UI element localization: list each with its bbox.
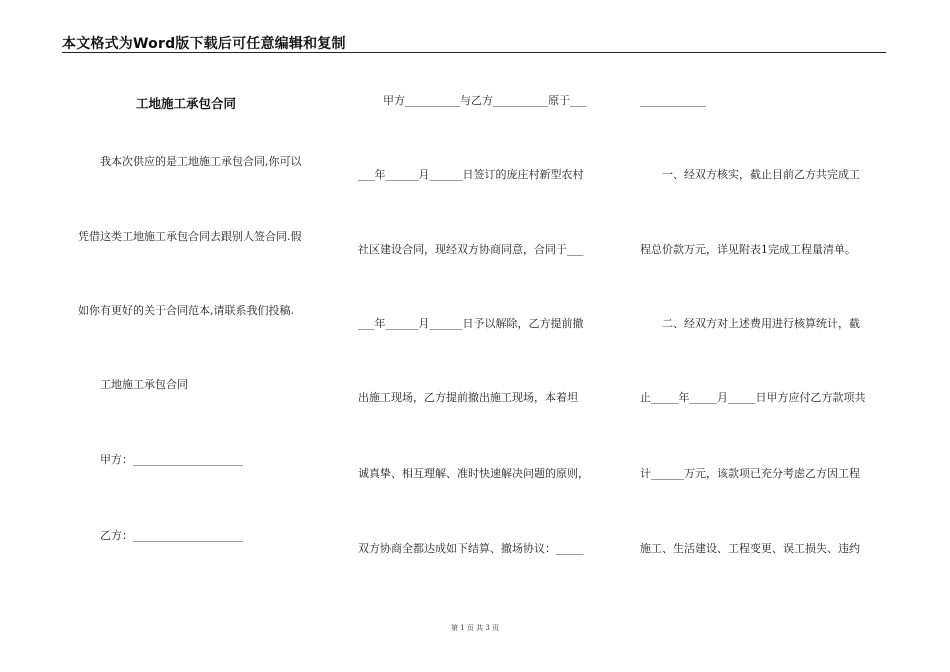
text-line: ___年______月______日予以解除，乙方提前撤	[358, 317, 584, 330]
party-a-line: 甲方：____________________	[100, 453, 243, 466]
text-line: ____________	[640, 94, 706, 107]
page-header	[62, 34, 886, 53]
header-text: 本文格式为Word版下载后可任意编辑和复制	[62, 36, 346, 52]
text-line: 出施工现场，乙方提前撤出施工现场，本着坦	[358, 391, 578, 404]
text-line: 一、经双方核实，截止目前乙方共完成工	[662, 168, 860, 181]
text-line: 我本次供应的是工地施工承包合同,你可以	[100, 155, 302, 168]
text-line: 工地施工承包合同	[100, 378, 188, 391]
document-title: 工地施工承包合同	[136, 96, 237, 111]
text-line: 计______万元，该款项已充分考虑乙方因工程	[640, 467, 860, 480]
text-line: 程总价款万元，详见附表1完成工程量清单。	[640, 243, 856, 256]
text-line: 凭借这类工地施工承包合同去跟别人签合同.假	[78, 230, 302, 243]
text-line: 甲方__________与乙方__________原于___	[383, 94, 587, 107]
page-number: 第 1 页 共 3 页	[450, 624, 500, 632]
text-line: 止_____年_____月_____日甲方应付乙方款项共	[640, 391, 866, 404]
text-line: 诚真挚、相互理解、准时快速解决问题的原则，	[358, 467, 589, 480]
text-line: ___年______月______日签订的庞庄村新型农村	[358, 168, 584, 181]
text-line: 社区建设合同，现经双方协商同意，合同于___	[358, 243, 584, 256]
text-line: 双方协商全都达成如下结算、撤场协议：_____	[358, 542, 584, 555]
text-line: 如你有更好的关于合同范本,请联系我们投稿.	[78, 304, 294, 317]
party-b-line: 乙方：____________________	[100, 529, 243, 542]
text-line: 施工、生活建设、工程变更、误工损失、违约	[640, 542, 860, 555]
text-line: 二、经双方对上述费用进行核算统计，截	[662, 317, 860, 330]
